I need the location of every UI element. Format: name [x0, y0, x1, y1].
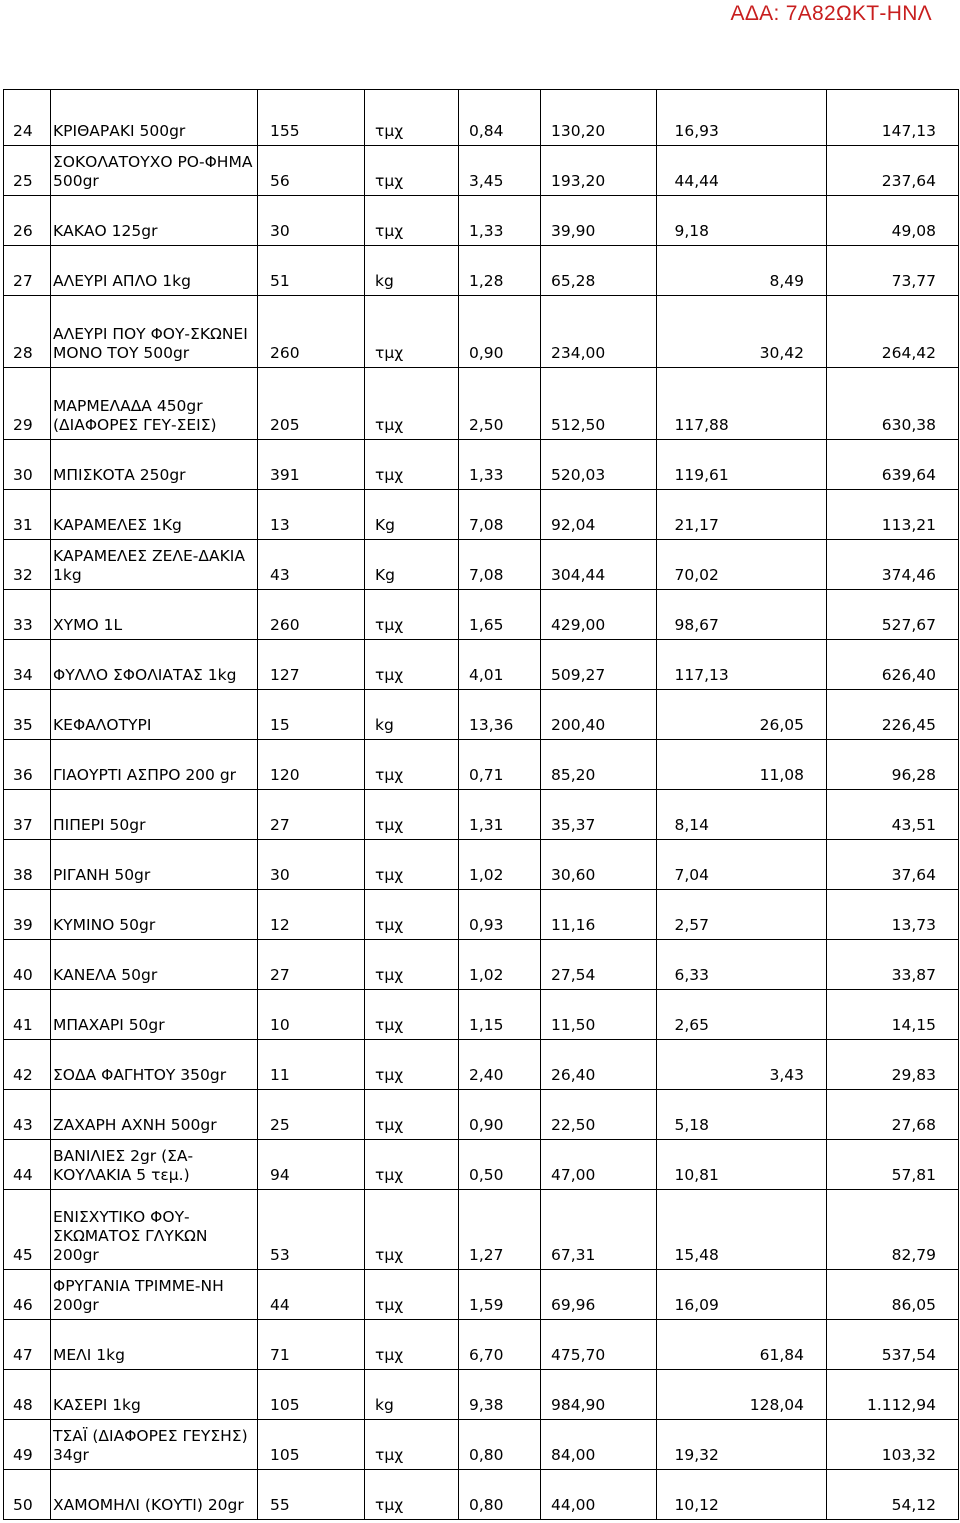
- net-amount: 84,00: [541, 1420, 657, 1470]
- unit: τμχ: [365, 1470, 459, 1520]
- unit: τμχ: [365, 1040, 459, 1090]
- unit-price: 1,02: [459, 840, 541, 890]
- unit: Kg: [365, 490, 459, 540]
- unit-price: 1,31: [459, 790, 541, 840]
- total-amount: 96,28: [827, 740, 959, 790]
- total-amount: 374,46: [827, 540, 959, 590]
- table-row: [4, 890, 959, 940]
- total-amount: 43,51: [827, 790, 959, 840]
- quantity: 27: [258, 790, 365, 840]
- vat-amount: 70,02: [669, 540, 769, 590]
- row-number: 42: [4, 1040, 51, 1090]
- quantity: 11: [258, 1040, 365, 1090]
- total-amount: 226,45: [827, 690, 959, 740]
- unit: τμχ: [365, 296, 459, 368]
- price-table: [3, 89, 959, 1520]
- row-number: 43: [4, 1090, 51, 1140]
- item-name: ΚΕΦΑΛΟΤΥΡΙ: [51, 690, 258, 740]
- row-number: 44: [4, 1140, 51, 1190]
- row-number: 49: [4, 1420, 51, 1470]
- item-name: ΠΙΠΕΡΙ 50gr: [51, 790, 258, 840]
- vat-amount: 6,33: [669, 940, 769, 990]
- row-number: 40: [4, 940, 51, 990]
- quantity: 44: [258, 1270, 365, 1320]
- row-number: 46: [4, 1270, 51, 1320]
- total-amount: 237,64: [827, 146, 959, 196]
- unit-price: 7,08: [459, 490, 541, 540]
- total-amount: 33,87: [827, 940, 959, 990]
- item-name: ΜΠΙΣΚΟΤΑ 250gr: [51, 440, 258, 490]
- net-amount: 65,28: [541, 246, 657, 296]
- total-amount: 103,32: [827, 1420, 959, 1470]
- row-number: 30: [4, 440, 51, 490]
- row-number: 45: [4, 1190, 51, 1270]
- table-row: [4, 1040, 959, 1090]
- net-amount: 69,96: [541, 1270, 657, 1320]
- total-amount: 639,64: [827, 440, 959, 490]
- unit-price: 13,36: [459, 690, 541, 740]
- unit-price: 7,08: [459, 540, 541, 590]
- item-name: ΚΑΡΑΜΕΛΕΣ ΖΕΛΕ-ΔΑΚΙΑ 1kg: [51, 540, 258, 590]
- unit: τμχ: [365, 196, 459, 246]
- quantity: 155: [258, 90, 365, 146]
- unit-price: 1,33: [459, 196, 541, 246]
- vat-amount: 11,08: [727, 740, 827, 790]
- net-amount: 26,40: [541, 1040, 657, 1090]
- table-row: [4, 440, 959, 490]
- row-number: 35: [4, 690, 51, 740]
- unit-price: 1,59: [459, 1270, 541, 1320]
- unit: τμχ: [365, 640, 459, 690]
- unit-price: 1,27: [459, 1190, 541, 1270]
- unit-price: 0,90: [459, 296, 541, 368]
- quantity: 205: [258, 368, 365, 440]
- unit: τμχ: [365, 790, 459, 840]
- quantity: 30: [258, 840, 365, 890]
- row-number: 29: [4, 368, 51, 440]
- net-amount: 30,60: [541, 840, 657, 890]
- unit-price: 2,50: [459, 368, 541, 440]
- row-number: 31: [4, 490, 51, 540]
- vat-amount: 30,42: [727, 296, 827, 368]
- net-amount: 520,03: [541, 440, 657, 490]
- unit: Kg: [365, 540, 459, 590]
- net-amount: 475,70: [541, 1320, 657, 1370]
- total-amount: 82,79: [827, 1190, 959, 1270]
- item-name: ΓΙΑΟΥΡΤΙ ΑΣΠΡΟ 200 gr: [51, 740, 258, 790]
- vat-amount: 26,05: [727, 690, 827, 740]
- item-name: ΚΑΝΕΛΑ 50gr: [51, 940, 258, 990]
- net-amount: 984,90: [541, 1370, 657, 1420]
- net-amount: 39,90: [541, 196, 657, 246]
- unit: τμχ: [365, 740, 459, 790]
- item-name: ΜΠΑΧΑΡΙ 50gr: [51, 990, 258, 1040]
- vat-amount: 117,88: [669, 368, 769, 440]
- unit-price: 1,28: [459, 246, 541, 296]
- empty-cell: [657, 1040, 727, 1090]
- item-name: ΤΣΑΪ (ΔΙΑΦΟΡΕΣ ΓΕΥΣΗΣ) 34gr: [51, 1420, 258, 1470]
- vat-amount: 15,48: [669, 1190, 769, 1270]
- unit: τμχ: [365, 890, 459, 940]
- row-number: 27: [4, 246, 51, 296]
- vat-amount: 98,67: [669, 590, 769, 640]
- total-amount: 626,40: [827, 640, 959, 690]
- vat-amount: 7,04: [669, 840, 769, 890]
- unit: kg: [365, 246, 459, 296]
- unit-price: 9,38: [459, 1370, 541, 1420]
- table-row: [4, 1190, 959, 1270]
- row-number: 38: [4, 840, 51, 890]
- row-number: 47: [4, 1320, 51, 1370]
- net-amount: 509,27: [541, 640, 657, 690]
- total-amount: 29,83: [827, 1040, 959, 1090]
- net-amount: 234,00: [541, 296, 657, 368]
- unit: τμχ: [365, 1270, 459, 1320]
- unit: τμχ: [365, 1420, 459, 1470]
- vat-amount: 8,14: [669, 790, 769, 840]
- net-amount: 193,20: [541, 146, 657, 196]
- quantity: 10: [258, 990, 365, 1040]
- vat-amount: 128,04: [727, 1370, 827, 1420]
- vat-amount: 3,43: [727, 1040, 827, 1090]
- unit: τμχ: [365, 90, 459, 146]
- table-row: [4, 1140, 959, 1190]
- empty-cell: [657, 296, 727, 368]
- total-amount: 264,42: [827, 296, 959, 368]
- quantity: 43: [258, 540, 365, 590]
- quantity: 51: [258, 246, 365, 296]
- unit: τμχ: [365, 1090, 459, 1140]
- table-row: [4, 196, 959, 246]
- table-row: [4, 1270, 959, 1320]
- item-name: ΑΛΕΥΡΙ ΑΠΛΟ 1kg: [51, 246, 258, 296]
- quantity: 260: [258, 590, 365, 640]
- vat-amount: 119,61: [669, 440, 769, 490]
- item-name: ΕΝΙΣΧΥΤΙΚΟ ΦΟΥ-ΣΚΩΜΑΤΟΣ ΓΛΥΚΩΝ 200gr: [51, 1190, 258, 1270]
- table-row: [4, 590, 959, 640]
- quantity: 105: [258, 1370, 365, 1420]
- quantity: 391: [258, 440, 365, 490]
- unit-price: 1,65: [459, 590, 541, 640]
- net-amount: 44,00: [541, 1470, 657, 1520]
- table-row: [4, 146, 959, 196]
- quantity: 13: [258, 490, 365, 540]
- item-name: ΚΑΡΑΜΕΛΕΣ 1Kg: [51, 490, 258, 540]
- total-amount: 57,81: [827, 1140, 959, 1190]
- item-name: ΑΛΕΥΡΙ ΠΟΥ ΦΟΥ-ΣΚΩΝΕΙ ΜΟΝΟ ΤΟΥ 500gr: [51, 296, 258, 368]
- quantity: 12: [258, 890, 365, 940]
- vat-amount: 117,13: [669, 640, 769, 690]
- table-row: [4, 1320, 959, 1370]
- vat-amount: 16,09: [669, 1270, 769, 1320]
- total-amount: 630,38: [827, 368, 959, 440]
- unit: τμχ: [365, 940, 459, 990]
- unit: τμχ: [365, 1140, 459, 1190]
- vat-amount: 10,81: [669, 1140, 769, 1190]
- vat-amount: 2,57: [669, 890, 769, 940]
- unit-price: 0,80: [459, 1470, 541, 1520]
- item-name: ΣΟΚΟΛΑΤΟΥΧΟ ΡΟ-ΦΗΜΑ 500gr: [51, 146, 258, 196]
- total-amount: 37,64: [827, 840, 959, 890]
- table-row: [4, 690, 959, 740]
- table-row: [4, 740, 959, 790]
- row-number: 39: [4, 890, 51, 940]
- quantity: 94: [258, 1140, 365, 1190]
- vat-amount: 44,44: [669, 146, 769, 196]
- net-amount: 85,20: [541, 740, 657, 790]
- item-name: ΦΥΛΛΟ ΣΦΟΛΙΑΤΑΣ 1kg: [51, 640, 258, 690]
- net-amount: 47,00: [541, 1140, 657, 1190]
- unit: τμχ: [365, 1320, 459, 1370]
- total-amount: 49,08: [827, 196, 959, 246]
- vat-amount: 21,17: [669, 490, 769, 540]
- row-number: 50: [4, 1470, 51, 1520]
- net-amount: 92,04: [541, 490, 657, 540]
- unit: τμχ: [365, 146, 459, 196]
- vat-amount: 10,12: [669, 1470, 769, 1520]
- quantity: 15: [258, 690, 365, 740]
- table-row: [4, 368, 959, 440]
- unit: τμχ: [365, 840, 459, 890]
- net-amount: 11,16: [541, 890, 657, 940]
- quantity: 127: [258, 640, 365, 690]
- total-amount: 147,13: [827, 90, 959, 146]
- total-amount: 13,73: [827, 890, 959, 940]
- table-row: [4, 1090, 959, 1140]
- table-row: [4, 490, 959, 540]
- quantity: 71: [258, 1320, 365, 1370]
- item-name: ΜΕΛΙ 1kg: [51, 1320, 258, 1370]
- row-number: 36: [4, 740, 51, 790]
- table-row: [4, 246, 959, 296]
- quantity: 53: [258, 1190, 365, 1270]
- vat-amount: 61,84: [727, 1320, 827, 1370]
- total-amount: 113,21: [827, 490, 959, 540]
- row-number: 25: [4, 146, 51, 196]
- quantity: 55: [258, 1470, 365, 1520]
- vat-amount: 5,18: [669, 1090, 769, 1140]
- unit-price: 1,33: [459, 440, 541, 490]
- vat-amount: 19,32: [669, 1420, 769, 1470]
- quantity: 25: [258, 1090, 365, 1140]
- total-amount: 86,05: [827, 1270, 959, 1320]
- item-name: ΖΑΧΑΡΗ ΑΧΝΗ 500gr: [51, 1090, 258, 1140]
- table-row: [4, 540, 959, 590]
- net-amount: 35,37: [541, 790, 657, 840]
- unit-price: 4,01: [459, 640, 541, 690]
- row-number: 41: [4, 990, 51, 1040]
- row-number: 48: [4, 1370, 51, 1420]
- unit: τμχ: [365, 1190, 459, 1270]
- total-amount: 27,68: [827, 1090, 959, 1140]
- quantity: 260: [258, 296, 365, 368]
- item-name: ΡΙΓΑΝΗ 50gr: [51, 840, 258, 890]
- unit: τμχ: [365, 990, 459, 1040]
- row-number: 37: [4, 790, 51, 840]
- item-name: ΣΟΔΑ ΦΑΓΗΤΟΥ 350gr: [51, 1040, 258, 1090]
- net-amount: 67,31: [541, 1190, 657, 1270]
- row-number: 34: [4, 640, 51, 690]
- unit-price: 2,40: [459, 1040, 541, 1090]
- unit: τμχ: [365, 440, 459, 490]
- quantity: 30: [258, 196, 365, 246]
- table-row: [4, 1470, 959, 1520]
- table-row: [4, 640, 959, 690]
- unit-price: 0,50: [459, 1140, 541, 1190]
- row-number: 33: [4, 590, 51, 640]
- table-row: [4, 1420, 959, 1470]
- row-number: 32: [4, 540, 51, 590]
- unit: τμχ: [365, 590, 459, 640]
- net-amount: 11,50: [541, 990, 657, 1040]
- table-row: [4, 1370, 959, 1420]
- quantity: 120: [258, 740, 365, 790]
- unit-price: 0,80: [459, 1420, 541, 1470]
- item-name: ΚΥΜΙΝΟ 50gr: [51, 890, 258, 940]
- item-name: ΚΑΣΕΡΙ 1kg: [51, 1370, 258, 1420]
- vat-amount: 8,49: [727, 246, 827, 296]
- empty-cell: [657, 1320, 727, 1370]
- item-name: ΒΑΝΙΛΙΕΣ 2gr (ΣΑ-ΚΟΥΛΑΚΙΑ 5 τεμ.): [51, 1140, 258, 1190]
- unit: kg: [365, 690, 459, 740]
- total-amount: 527,67: [827, 590, 959, 640]
- item-name: ΚΑΚΑΟ 125gr: [51, 196, 258, 246]
- empty-cell: [657, 740, 727, 790]
- unit-price: 6,70: [459, 1320, 541, 1370]
- net-amount: 304,44: [541, 540, 657, 590]
- row-number: 26: [4, 196, 51, 246]
- vat-amount: 16,93: [669, 90, 769, 146]
- item-name: ΚΡΙΘΑΡΑΚΙ 500gr: [51, 90, 258, 146]
- vat-amount: 9,18: [669, 196, 769, 246]
- unit-price: 0,93: [459, 890, 541, 940]
- row-number: 24: [4, 90, 51, 146]
- net-amount: 512,50: [541, 368, 657, 440]
- quantity: 27: [258, 940, 365, 990]
- empty-cell: [657, 690, 727, 740]
- item-name: ΧΥΜΟ 1L: [51, 590, 258, 640]
- total-amount: 54,12: [827, 1470, 959, 1520]
- unit-price: 0,84: [459, 90, 541, 146]
- total-amount: 537,54: [827, 1320, 959, 1370]
- net-amount: 130,20: [541, 90, 657, 146]
- quantity: 56: [258, 146, 365, 196]
- unit: kg: [365, 1370, 459, 1420]
- quantity: 105: [258, 1420, 365, 1470]
- total-amount: 14,15: [827, 990, 959, 1040]
- table-row: [4, 990, 959, 1040]
- table-row: [4, 296, 959, 368]
- unit-price: 3,45: [459, 146, 541, 196]
- ada-code: ΑΔΑ: 7Α82ΩΚΤ-ΗΝΛ: [730, 2, 932, 25]
- empty-cell: [657, 1370, 727, 1420]
- unit-price: 1,02: [459, 940, 541, 990]
- net-amount: 22,50: [541, 1090, 657, 1140]
- table-row: [4, 940, 959, 990]
- item-name: ΜΑΡΜΕΛΑΔΑ 450gr (ΔΙΑΦΟΡΕΣ ΓΕΥ-ΣΕΙΣ): [51, 368, 258, 440]
- unit: τμχ: [365, 368, 459, 440]
- table-row: [4, 790, 959, 840]
- unit-price: 1,15: [459, 990, 541, 1040]
- net-amount: 27,54: [541, 940, 657, 990]
- row-number: 28: [4, 296, 51, 368]
- item-name: ΧΑΜΟΜΗΛΙ (ΚΟΥΤΙ) 20gr: [51, 1470, 258, 1520]
- empty-cell: [657, 246, 727, 296]
- unit-price: 0,90: [459, 1090, 541, 1140]
- net-amount: 200,40: [541, 690, 657, 740]
- item-name: ΦΡΥΓΑΝΙΑ ΤΡΙΜΜΕ-ΝΗ 200gr: [51, 1270, 258, 1320]
- total-amount: 1.112,94: [827, 1370, 959, 1420]
- total-amount: 73,77: [827, 246, 959, 296]
- vat-amount: 2,65: [669, 990, 769, 1040]
- net-amount: 429,00: [541, 590, 657, 640]
- table-row: [4, 840, 959, 890]
- unit-price: 0,71: [459, 740, 541, 790]
- table-row: [4, 90, 959, 146]
